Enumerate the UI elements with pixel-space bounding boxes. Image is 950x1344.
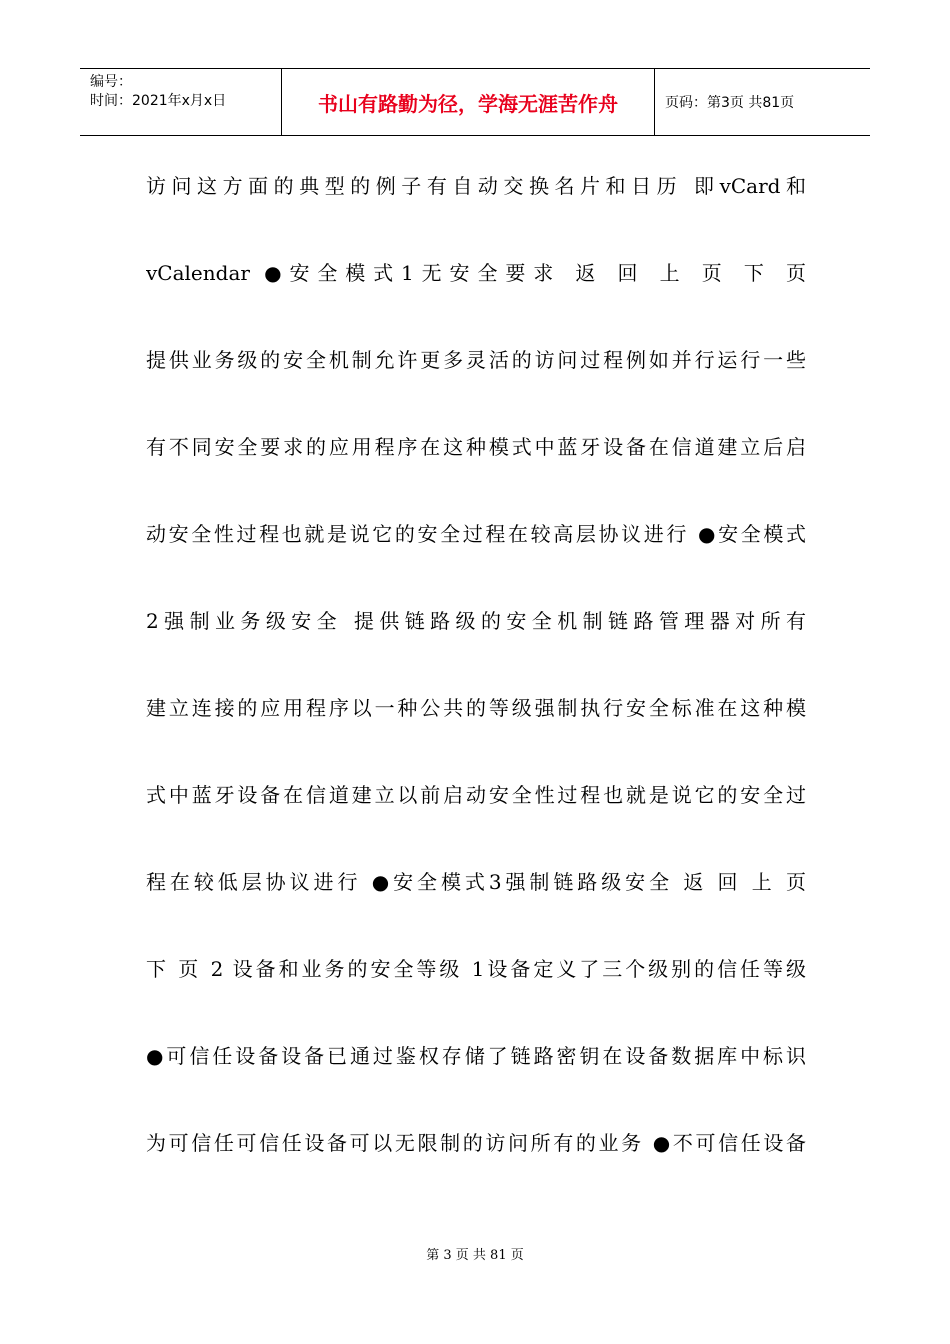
document-number-label: 编号： [90,74,132,90]
header-page-info: 页码：第3页 共81页 [665,95,795,111]
page-header [80,68,870,136]
body-line: ●可信任设备设备已通过鉴权存储了链路密钥在设备数据库中标识 [146,1044,806,1068]
body-line: 下 页 2 设备和业务的安全等级 1设备定义了三个级别的信任等级 [146,957,806,981]
body-line: 动安全性过程也就是说它的安全过程在较高层协议进行 ●安全模式 [146,522,806,546]
body-line: 式中蓝牙设备在信道建立以前启动安全性过程也就是说它的安全过 [146,783,806,807]
body-line: 2强制业务级安全 提供链路级的安全机制链路管理器对所有 [146,609,806,633]
body-line: 提供业务级的安全机制允许更多灵活的访问过程例如并行运行一些 [146,348,806,372]
document-date-label: 时间：2021年x月x日 [90,93,227,109]
body-line: 程在较低层协议进行 ●安全模式3强制链路级安全 返 回 上 页 [146,870,806,894]
page-footer: 第 3 页 共 81 页 [426,1248,524,1263]
body-line: 访问这方面的典型的例子有自动交换名片和日历 即vCard和 [146,174,806,198]
body-line: 有不同安全要求的应用程序在这种模式中蓝牙设备在信道建立后启 [146,435,806,459]
header-motto-cell [282,69,655,135]
header-motto: 书山有路勤为径，学海无涯苦作舟 [318,91,618,116]
body-line: vCalendar ●安全模式1无安全要求 返 回 上 页 下 页 [146,261,806,285]
document-body [146,160,806,1204]
body-line: 为可信任可信任设备可以无限制的访问所有的业务 ●不可信任设备 [146,1131,806,1155]
body-line: 建立连接的应用程序以一种公共的等级强制执行安全标准在这种模 [146,696,806,720]
header-meta-cell [80,69,282,135]
